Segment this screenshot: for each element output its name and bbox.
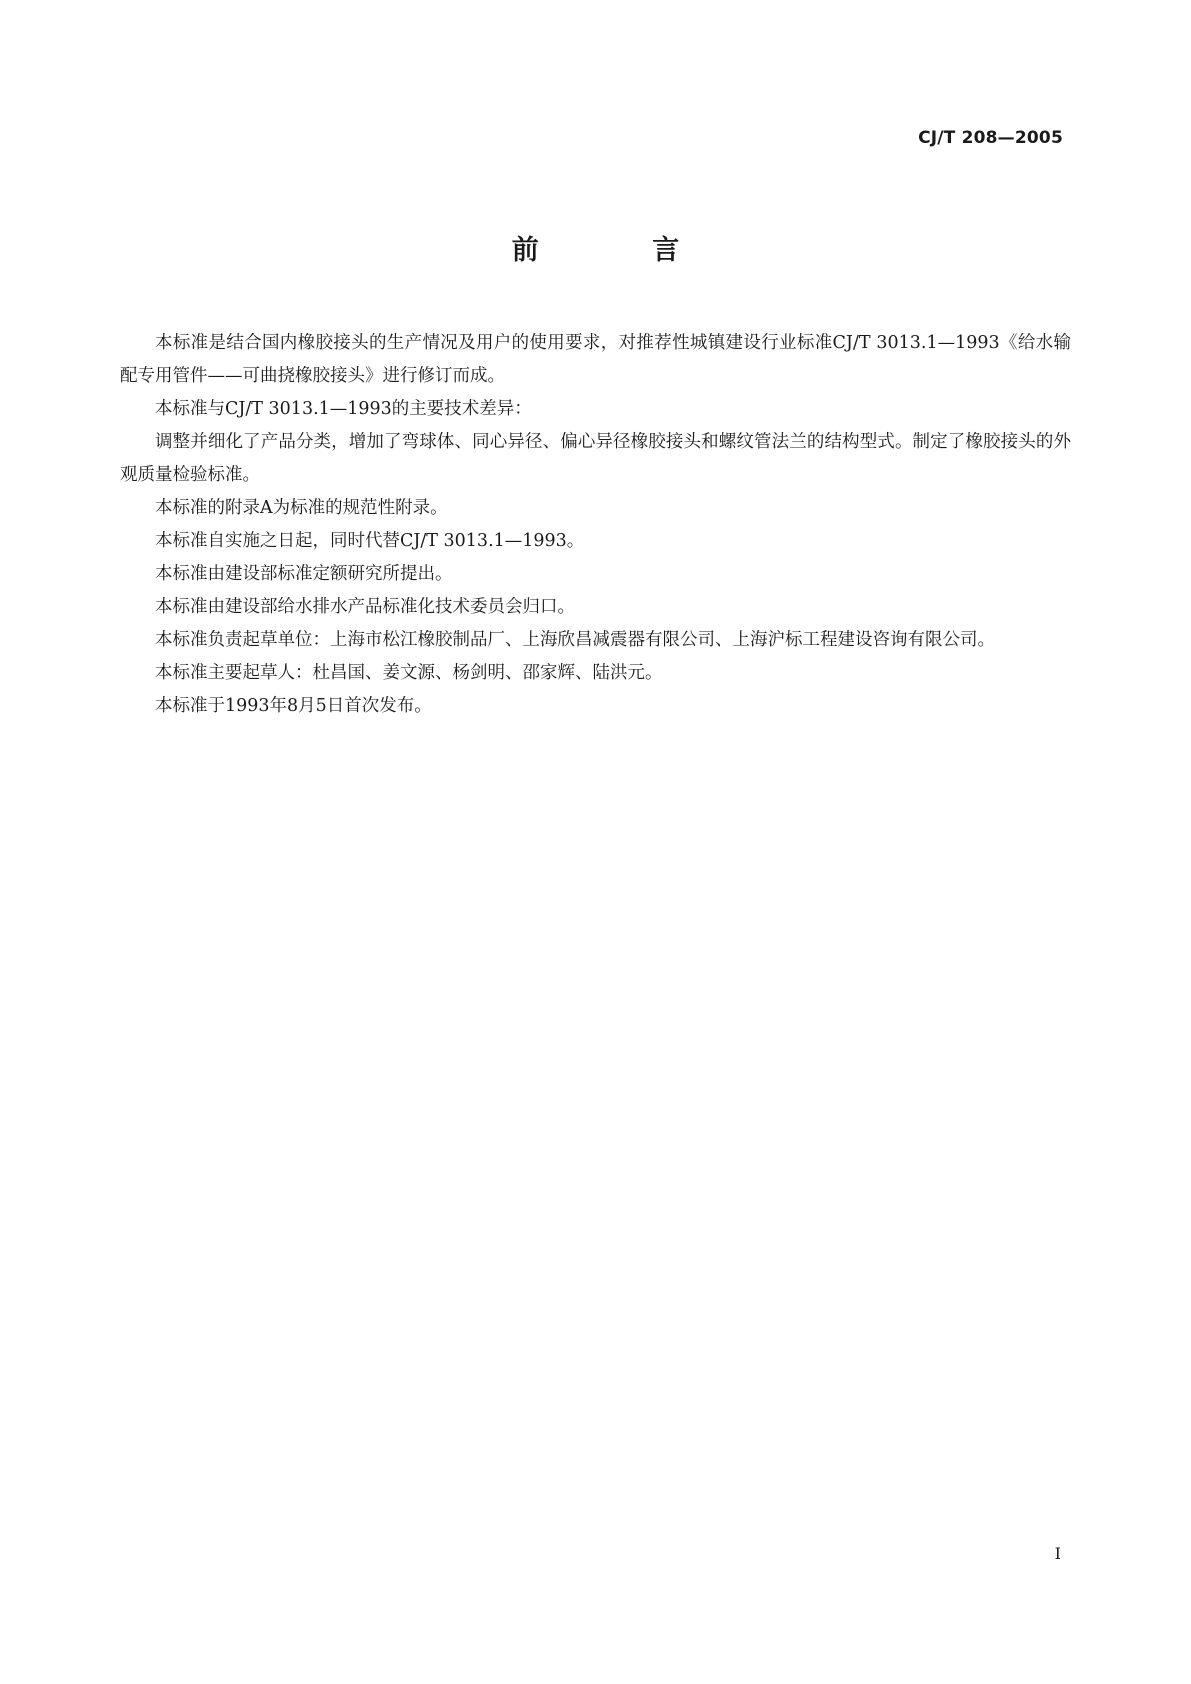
document-body — [120, 327, 1071, 723]
paragraph-purpose: 本标准是结合国内橡胶接头的生产情况及用户的使用要求，对推荐性城镇建设行业标准CJ/T 3013.1—1993《给水输配专用管件——可曲挠橡胶接头》进行修订而成。 — [120, 333, 1071, 386]
paragraph-differences: 调整并细化了产品分类，增加了弯球体、同心异径、偏心异径橡胶接头和螺纹管法兰的结构型式。制定了橡胶接头的外观质量检验标准。 — [120, 432, 1071, 485]
paragraph-proposed-by: 本标准由建设部标准定额研究所提出。 — [155, 564, 453, 584]
paragraph-centralized-by: 本标准由建设部给水排水产品标准化技术委员会归口。 — [155, 597, 575, 617]
page-number: I — [1054, 1544, 1061, 1563]
page-title: 前 言 — [511, 235, 732, 266]
paragraph-drafters: 本标准主要起草人：杜昌国、姜文源、杨剑明、邵家辉、陆洪元。 — [155, 663, 663, 683]
paragraph-drafting-units: 本标准负责起草单位：上海市松江橡胶制品厂、上海欣昌减震器有限公司、上海沪标工程建设咨询有限公司。 — [155, 630, 995, 650]
paragraph-replacement: 本标准自实施之日起，同时代替CJ/T 3013.1—1993。 — [155, 531, 585, 551]
document-code: CJ/T 208—2005 — [918, 128, 1063, 148]
paragraph-differences-intro: 本标准与CJ/T 3013.1—1993的主要技术差异： — [155, 399, 532, 419]
paragraph-first-published: 本标准于1993年8月5日首次发布。 — [155, 696, 432, 716]
paragraph-appendix: 本标准的附录A为标准的规范性附录。 — [155, 498, 448, 518]
